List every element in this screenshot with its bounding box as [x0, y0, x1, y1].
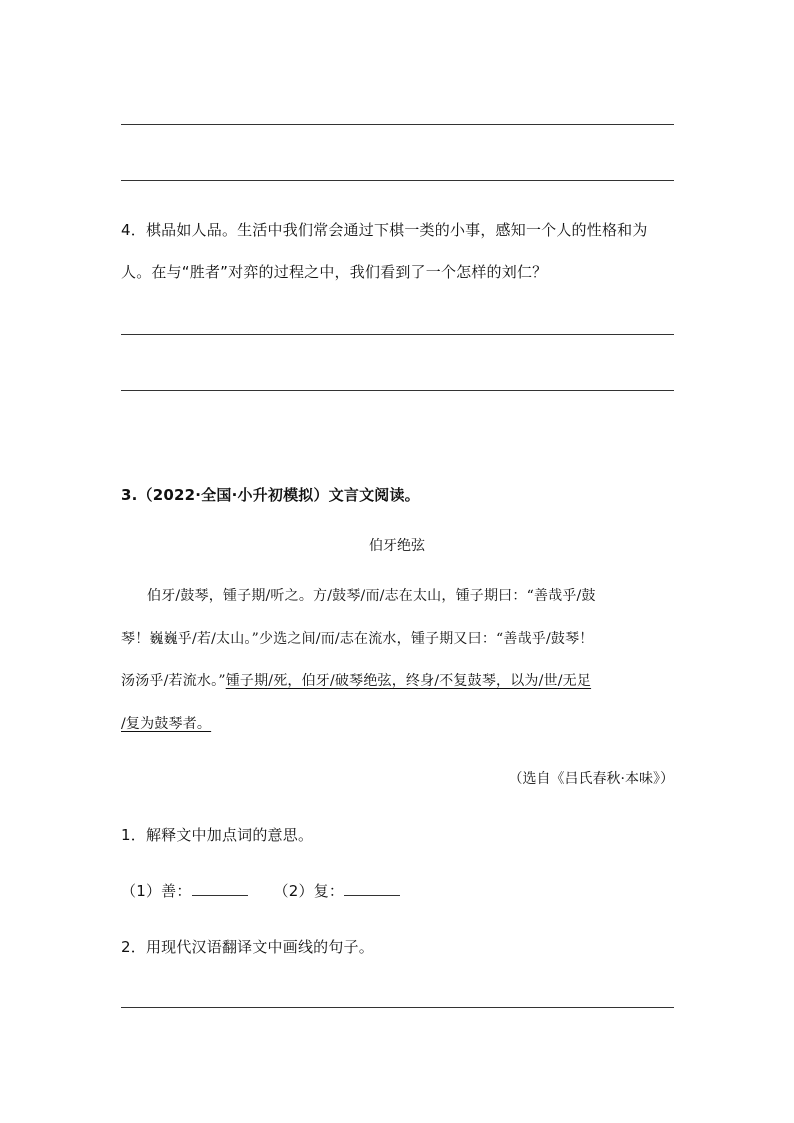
answer-line [121, 124, 674, 125]
item-1-label: （1）善： [121, 882, 192, 900]
underlined-sentence: 锺子期/死，伯牙/破琴绝弦，终身/不复鼓琴，以为/世/无足 [225, 673, 592, 689]
passage-text: 汤汤乎/若流水。” [121, 673, 226, 689]
answer-line [121, 390, 674, 391]
section-3-heading: 3.（2022·全国·小升初模拟）文言文阅读。 [121, 486, 420, 504]
blank-field[interactable] [192, 881, 248, 896]
underlined-sentence-end: /复为鼓琴者。 [121, 716, 212, 732]
passage-title: 伯牙绝弦 [369, 538, 425, 554]
question-4-line-1: 4．棋品如人品。生活中我们常会通过下棋一类的小事，感知一个人的性格和为 [121, 221, 648, 239]
answer-line [121, 1007, 674, 1008]
passage-line-3 [121, 670, 681, 690]
item-2-label: （2）复： [273, 882, 345, 900]
passage-line-1: 伯牙/鼓琴，锺子期/听之。方/鼓琴/而/志在太山，锺子期曰：“善哉乎/鼓 [147, 588, 596, 604]
question-4-line-2: 人。在与“胜者”对弈的过程之中，我们看到了一个怎样的刘仁？ [121, 263, 548, 281]
passage-line-4 [121, 713, 681, 733]
answer-line [121, 334, 674, 335]
question-1: 1．解释文中加点词的意思。 [121, 826, 314, 844]
question-2: 2．用现代汉语翻译文中画线的句子。 [121, 938, 374, 956]
passage-line-2: 琴！巍巍乎/若/太山。”少选之间/而/志在流水，锺子期又曰：“善哉乎/鼓琴！ [121, 631, 594, 647]
question-1-items [121, 880, 681, 901]
blank-field[interactable] [344, 881, 400, 896]
passage-source: （选自《吕氏春秋·本味》） [508, 771, 674, 787]
answer-line [121, 180, 674, 181]
